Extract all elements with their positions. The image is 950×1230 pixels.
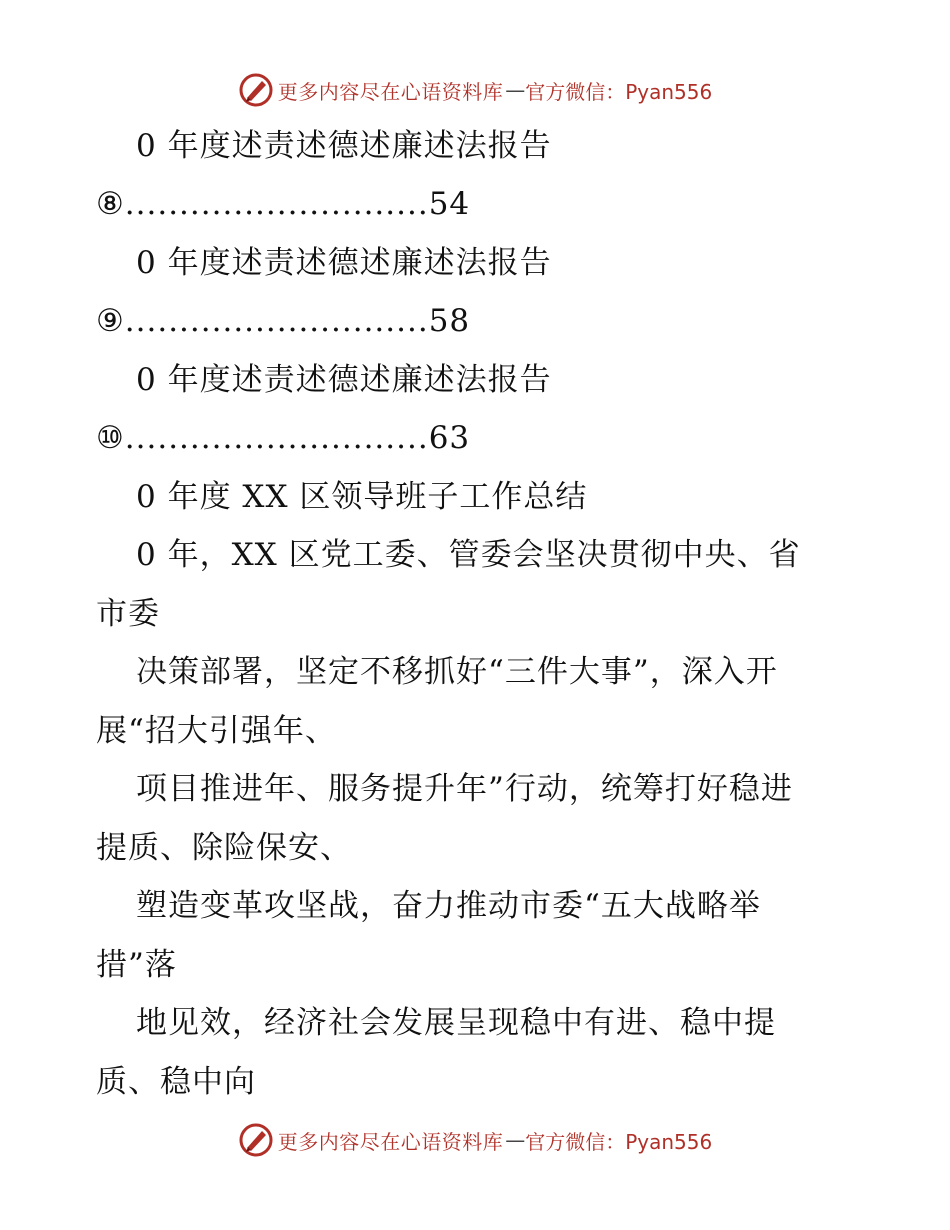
watermark-separator: — xyxy=(505,78,526,102)
pen-logo-icon xyxy=(238,1122,274,1158)
body-line: 提质、除险保安、 xyxy=(96,830,352,866)
toc-entry-title-8: 0 年度述责述德述廉述法报告 xyxy=(136,128,552,164)
watermark-header xyxy=(0,70,950,110)
watermark-contact: 官方微信：Pyan556 xyxy=(525,1129,713,1154)
toc-entry-title-10: 0 年度述责述德述廉述法报告 xyxy=(136,362,552,398)
body-line: 市委 xyxy=(96,596,160,632)
section-heading: 0 年度 XX 区领导班子工作总结 xyxy=(136,479,588,515)
watermark-separator: — xyxy=(505,1128,526,1152)
body-line: 展“招大引强年、 xyxy=(96,713,337,749)
watermark-text: 更多内容尽在心语资料库 xyxy=(277,79,504,104)
body-line: 塑造变革攻坚战，奋力推动市委“五大战略举 xyxy=(136,888,761,924)
toc-entry-page-9: ⑨............................58 xyxy=(96,303,471,339)
toc-entry-page-10: ⑩............................63 xyxy=(96,420,471,456)
watermark-footer xyxy=(0,1120,950,1160)
toc-entry-page-8: ⑧............................54 xyxy=(96,186,471,222)
body-line: 措”落 xyxy=(96,947,177,983)
pen-logo-icon xyxy=(238,72,274,108)
body-line: 质、稳中向 xyxy=(96,1064,256,1100)
watermark-text: 更多内容尽在心语资料库 xyxy=(277,1129,504,1154)
toc-entry-title-9: 0 年度述责述德述廉述法报告 xyxy=(136,245,552,281)
body-line: 0 年，XX 区党工委、管委会坚决贯彻中央、省 xyxy=(136,537,801,573)
body-line: 项目推进年、服务提升年”行动，统筹打好稳进 xyxy=(136,771,793,807)
body-line: 决策部署，坚定不移抓好“三件大事”，深入开 xyxy=(136,654,778,690)
watermark-contact: 官方微信：Pyan556 xyxy=(525,79,713,104)
body-line: 地见效，经济社会发展呈现稳中有进、稳中提 xyxy=(136,1005,776,1041)
